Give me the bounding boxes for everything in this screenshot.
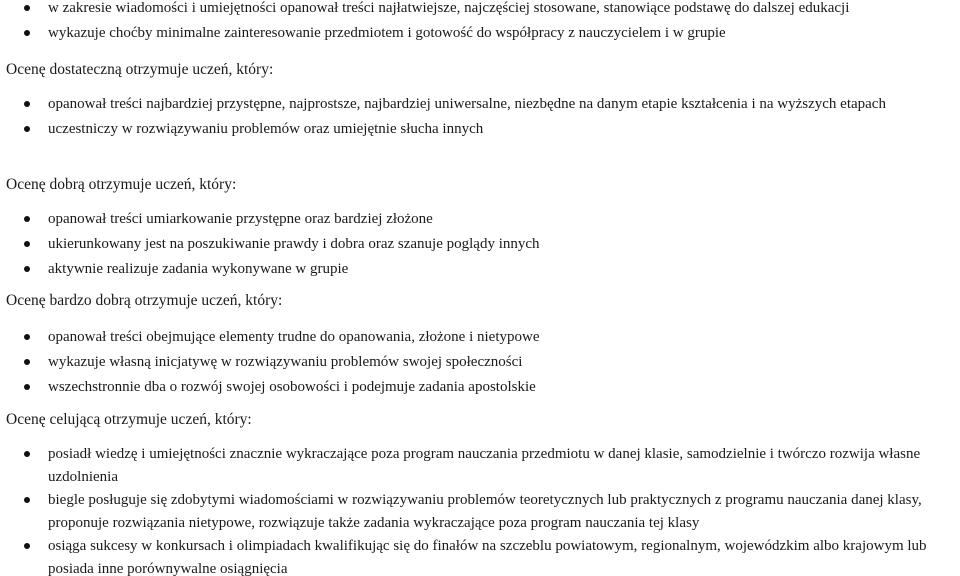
bullet-icon [24,241,30,247]
list-item-text: opanował treści najbardziej przystępne, najprostsze, najbardziej uniwersalne, niezbędne na danym etapie kształcenia i na wyższych etapach [48,96,886,112]
heading-dostateczna: Ocenę dostateczną otrzymuje uczeń, który: [6,61,274,78]
list-celujaca [0,443,960,576]
heading-dobra: Ocenę dobrą otrzymuje uczeń, który: [6,176,237,193]
list-item [0,489,960,535]
heading-bardzo-dobra: Ocenę bardzo dobrą otrzymuje uczeń, który: [6,292,283,309]
list-item-text: uczestniczy w rozwiązywaniu problemów oraz umiejętnie słucha innych [48,121,484,137]
bullet-icon [24,216,30,222]
heading-celujaca: Ocenę celującą otrzymuje uczeń, który: [6,411,252,428]
bullet-icon [24,266,30,272]
bullet-icon [24,30,30,36]
list-item [0,376,960,399]
list-item [0,22,960,45]
list-item-text: osiąga sukcesy w konkursach i olimpiadach kwalifikując się do finałów na szczeblu powiatowym, regionalnym, wojewódzkim albo krajowym lub posiada inne porównywalne osiągnięcia [48,538,927,576]
list-bardzo-dobra [0,326,960,401]
list-item-text: ukierunkowany jest na poszukiwanie prawdy i dobra oraz szanuje poglądy innych [48,236,540,252]
bullet-icon [24,126,30,132]
list-dobra [0,208,960,283]
list-item-text: posiadł wiedzę i umiejętności znacznie wykraczające poza program nauczania przedmiotu w danej klasie, samodzielnie i twórczo rozwija własne uzdolnienia [48,446,921,485]
list-item-text: opanował treści obejmujące elementy trudne do opanowania, złożone i nietypowe [48,329,540,345]
bullet-icon [24,101,30,107]
bullet-icon [24,384,30,390]
bullet-icon [24,543,30,549]
list-dostateczna [0,93,960,143]
list-item-text: biegle posługuje się zdobytymi wiadomościami w rozwiązywaniu problemów teoretycznych lub praktycznych z programu nauczania danej klasy, proponuje rozwiązania nietypowe, rozwiązuje także zadania wykraczające poza program nauczania tej klasy [48,492,922,531]
bullet-icon [24,497,30,503]
list-item-text: wykazuje własną inicjatywę w rozwiązywaniu problemów swojej społeczności [48,354,523,370]
bullet-icon [24,359,30,365]
list-item [0,258,960,281]
list-item-text: aktywnie realizuje zadania wykonywane w grupie [48,261,349,277]
list-item [0,351,960,374]
list-item [0,443,960,489]
list-item-text: wszechstronnie dba o rozwój swojej osobowości i podejmuje zadania apostolskie [48,379,536,395]
top-list [0,0,960,47]
list-item [0,326,960,349]
list-item [0,535,960,576]
list-item-text: w zakresie wiadomości i umiejętności opanował treści najłatwiejsze, najczęściej stosowane, stanowiące podstawę do dalszej edukacji [48,0,850,16]
list-item-text: opanował treści umiarkowanie przystępne oraz bardziej złożone [48,211,433,227]
list-item [0,93,960,116]
list-item-text: wykazuje choćby minimalne zainteresowanie przedmiotem i gotowość do współpracy z nauczycielem i w grupie [48,25,726,41]
bullet-icon [24,334,30,340]
list-item [0,233,960,256]
list-item [0,118,960,141]
list-item [0,208,960,231]
list-item [0,0,960,20]
bullet-icon [24,5,30,11]
bullet-icon [24,451,30,457]
